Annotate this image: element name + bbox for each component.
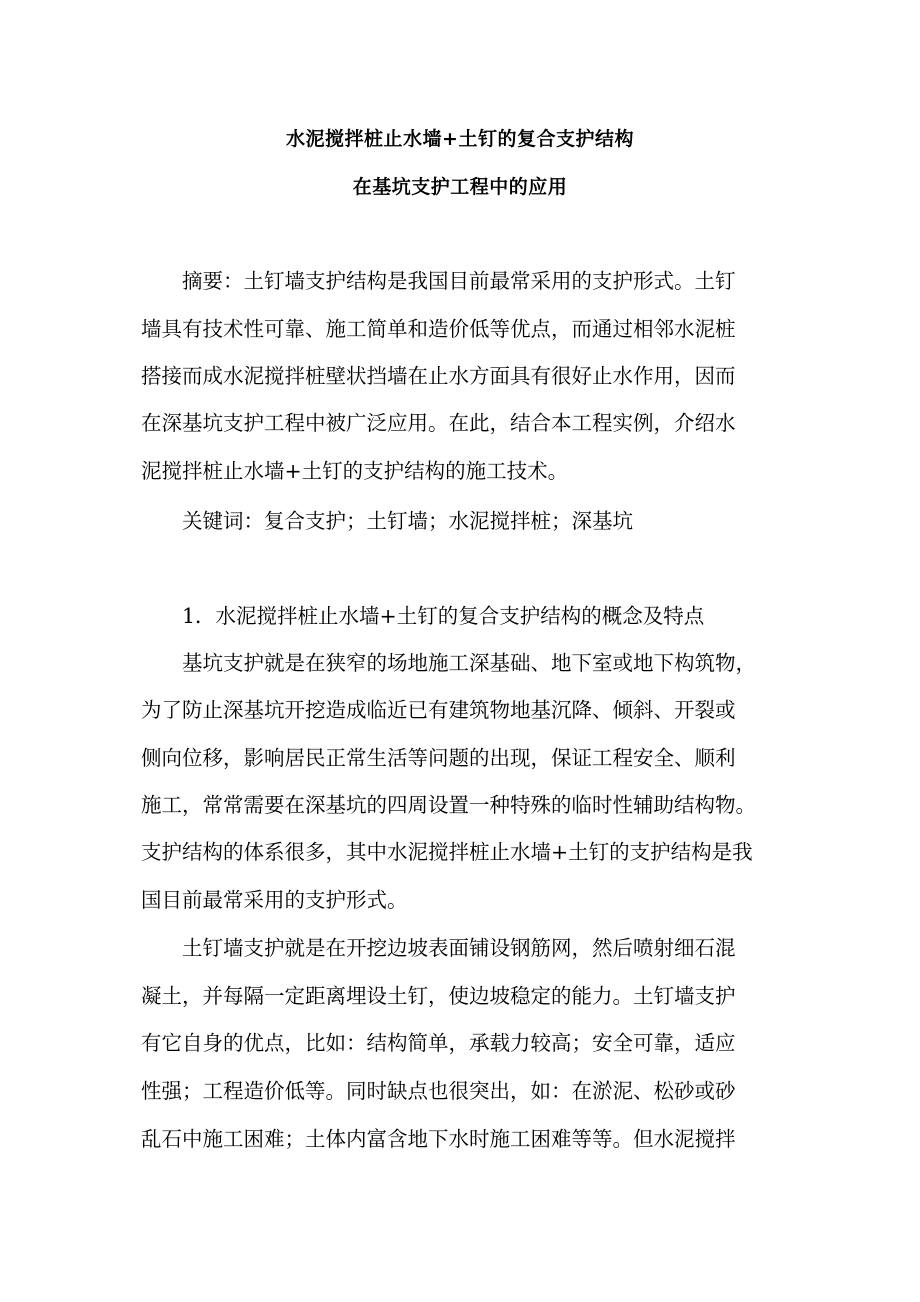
paragraph-1-line: 基坑支护就是在狭窄的场地施工深基础、地下室或地下构筑物， [182,651,756,675]
abstract-line: 摘要：土钉墙支护结构是我国目前最常采用的支护形式。土钉 [182,269,736,293]
paragraph-1-line: 国目前最常采用的支护形式。 [141,888,408,912]
paragraph-2-line: 有它自身的优点，比如：结构简单，承载力较高；安全可靠，适应 [141,1031,736,1055]
paragraph-1-line: 支护结构的体系很多，其中水泥搅拌桩止水墙+土钉的支护结构是我 [141,840,753,864]
paragraph-1-line: 为了防止深基坑开挖造成临近已有建筑物地基沉降、倾斜、开裂或 [141,698,736,722]
paragraph-2-line: 乱石中施工困难；土体内富含地下水时施工困难等等。但水泥搅拌 [141,1127,736,1151]
paragraph-2-line: 土钉墙支护就是在开挖边坡表面铺设钢筋网，然后喷射细石混 [182,936,736,960]
abstract-line: 泥搅拌桩止水墙+土钉的支护结构的施工技术。 [141,459,569,483]
paragraph-1-line: 侧向位移，影响居民正常生活等问题的出现，保证工程安全、顺利 [141,746,736,770]
document-title-line-1: 水泥搅拌桩止水墙+土钉的复合支护结构 [286,128,634,150]
section-1-heading: 1．水泥搅拌桩止水墙+土钉的复合支护结构的概念及特点 [182,604,705,628]
paragraph-2-line: 性强；工程造价低等。同时缺点也很突出，如：在淤泥、松砂或砂 [141,1079,736,1103]
abstract-line: 搭接而成水泥搅拌桩壁状挡墙在止水方面具有很好止水作用，因而 [141,364,736,388]
abstract-line: 墙具有技术性可靠、施工简单和造价低等优点，而通过相邻水泥桩 [141,317,736,341]
paragraph-1-line: 施工，常常需要在深基坑的四周设置一种特殊的临时性辅助结构物。 [141,793,756,817]
abstract-line: 在深基坑支护工程中被广泛应用。在此，结合本工程实例，介绍水 [141,411,736,435]
paragraph-2-line: 凝土，并每隔一定距离埋设土钉，使边坡稳定的能力。土钉墙支护 [141,984,736,1008]
keywords-line: 关键词：复合支护；土钉墙；水泥搅拌桩；深基坑 [182,509,633,533]
document-title-line-2: 在基坑支护工程中的应用 [352,176,568,198]
